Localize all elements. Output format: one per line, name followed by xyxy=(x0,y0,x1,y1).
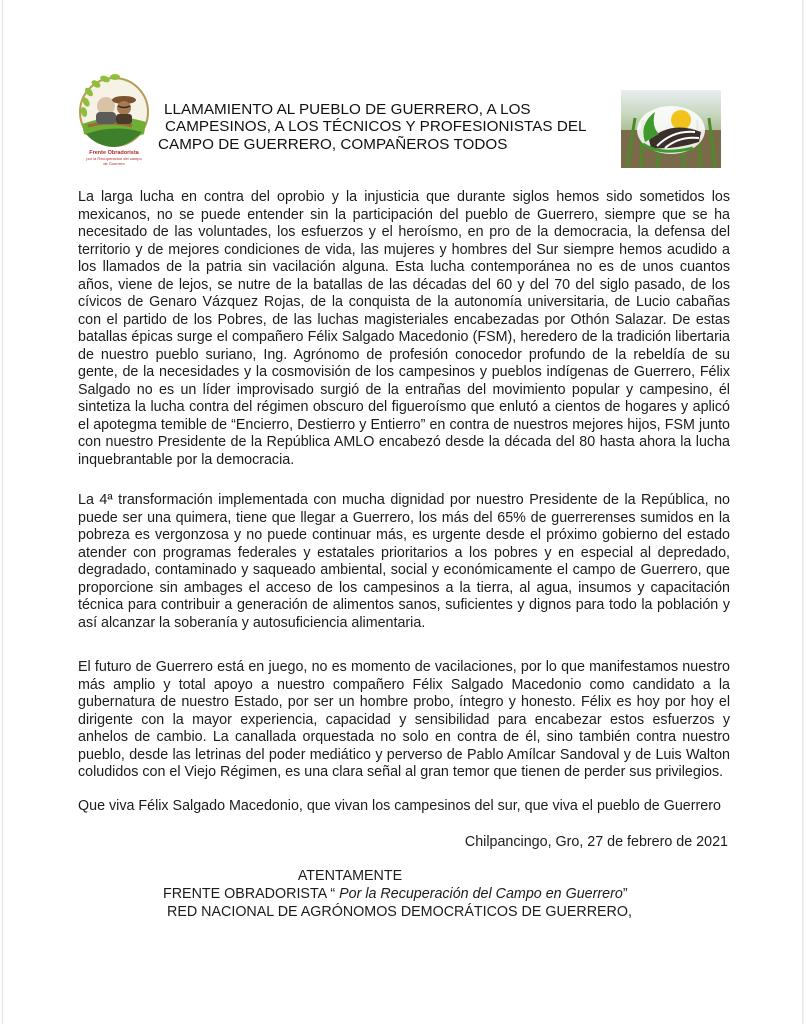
paragraph-text: El futuro de Guerrero está en juego, no es momento de vacilaciones, por lo que manifestamos nuestro más amplio y total apoyo a nuestro compañero Félix Salgado Macedonio como candidato a la gubernatura de nuestro Estado, por ser un hombre probo, íntegro y honesto. Félix es hoy por hoy el dirigente con la mayor experiencia, capacidad y sensibilidad para encabezar estos esfuerzos y anhelos de cambio. La canallada orquestada no solo en contra de él, sino también contra nuestro pueblo, desde las letrinas del poder mediático y perverso de Pablo Amílcar Sandoval y de Luis Walton coludidos con el Viejo Régimen, es una clara señal al gran temor que tienen de perder sus privilegios. xyxy=(78,659,730,780)
org1-italic: Por la Recuperación del Campo en Guerrero xyxy=(339,886,623,902)
paragraph-text: Que viva Félix Salgado Macedonio, que vivan los campesinos del sur, que viva el pueblo de Guerrero xyxy=(78,798,721,814)
signature-closing: ATENTAMENTE xyxy=(297,868,403,884)
paragraph-2 xyxy=(78,492,730,632)
paragraph-4 xyxy=(78,798,730,816)
page-edge-left xyxy=(2,0,3,1024)
document-title xyxy=(158,101,588,153)
org1-prefix: FRENTE OBRADORISTA “ xyxy=(163,886,340,902)
logo-caption-line1: Frente Obradorista xyxy=(89,150,139,156)
agriculture-field-logo-icon xyxy=(621,90,721,168)
title-line-1: LLAMAMIENTO AL PUEBLO DE GUERRERO, A LOS xyxy=(164,101,531,118)
signature-org-1 xyxy=(163,886,806,902)
logo-caption-line3: de Guerrero xyxy=(103,161,125,166)
logo-caption-line2: por la Recuperación del campo xyxy=(86,156,142,161)
title-line-3: CAMPO DE GUERRERO, COMPAÑEROS TODOS xyxy=(158,135,508,153)
frente-obradorista-logo-icon xyxy=(74,72,154,172)
page-edge-right xyxy=(802,0,804,1024)
frente-obradorista-logo xyxy=(74,72,154,172)
paragraph-text: La 4ª transformación implementada con mucha dignidad por nuestro Presidente de la República, no puede ser una quimera, tiene que llegar a Guerrero, los más del 65% de guerrerenses sumidos en la pobreza es vergonzosa y no puede continuar más, es urgente desde el próximo gobierno del estado atender con programas federales y estatales prioritarios a los pobres y en especial al depredado, degradado, contaminado y saqueado ambiental, social y económicamente el campo de Guerrero, que proporcione sin ambages el acceso de los campesinos a la tierra, al agua, insumos y capacitación técnica para contribuir a generación de alimentos sanos, suficientes y dignos para todo la población y así alcanzar la soberanía y autosuficiencia alimentaria. xyxy=(78,492,730,631)
signature-org-2: RED NACIONAL DE AGRÓNOMOS DEMOCRÁTICOS DE GUERRERO, xyxy=(167,904,632,920)
paragraph-1 xyxy=(78,189,730,469)
agriculture-field-logo xyxy=(621,90,721,168)
paragraph-text: La larga lucha en contra del oprobio y la injusticia que durante siglos hemos sido sometidos los mexicanos, no se puede entender sin la participación del pueblo de Guerrero, siempre que se ha necesitado de las voluntades, los esfuerzos y el heroísmo, en pro de la democracia, la defensa del territorio y de mejores condiciones de vida, las mujeres y hombres del Sur siempre hemos acudido a los llamados de la patria sin vacilación alguna. Esta lucha contemporánea no es de unos cuantos años, viene de lejos, se nutre de la batallas de las décadas del 60 y del 70 del siglo pasado, de los cívicos de Genaro Vázquez Rojas, de la conquista de la autonomía universitaria, de Lucio cabañas con el partido de los Pobres, de las luchas magisteriales encabezadas por Othón Salazar. De estas batallas épicas surge el compañero Félix Salgado Macedonio (FSM), heredero de la tradición libertaria de nuestro pueblo suriano, Ing. Agrónomo de profesión conocedor profundo de la rebeldía de su gente, de la necesidades y la cosmovisión de los campesinos y pueblos indígenas de Guerrero, Félix Salgado no es un líder improvisado surgió de la entrañas del movimiento popular y campesino, él sintetiza la lucha contra del régimen obscuro del figueroísmo que enlutó a cientos de hogares y aplicó el apotegma temible de “Encierro, Destierro y Entierro” en contra de nuestros mejores hijos, FSM junto con nuestro Presidente de la República AMLO encabezó desde la década del 80 hasta ahora la lucha inquebrantable por la democracia. xyxy=(78,189,730,468)
paragraph-3 xyxy=(78,659,730,782)
org1-suffix: ” xyxy=(622,886,628,902)
title-line-2: CAMPESINOS, A LOS TÉCNICOS Y PROFESIONISTAS DEL xyxy=(165,118,587,136)
place-date: Chilpancingo, Gro, 27 de febrero de 2021 xyxy=(464,834,728,850)
